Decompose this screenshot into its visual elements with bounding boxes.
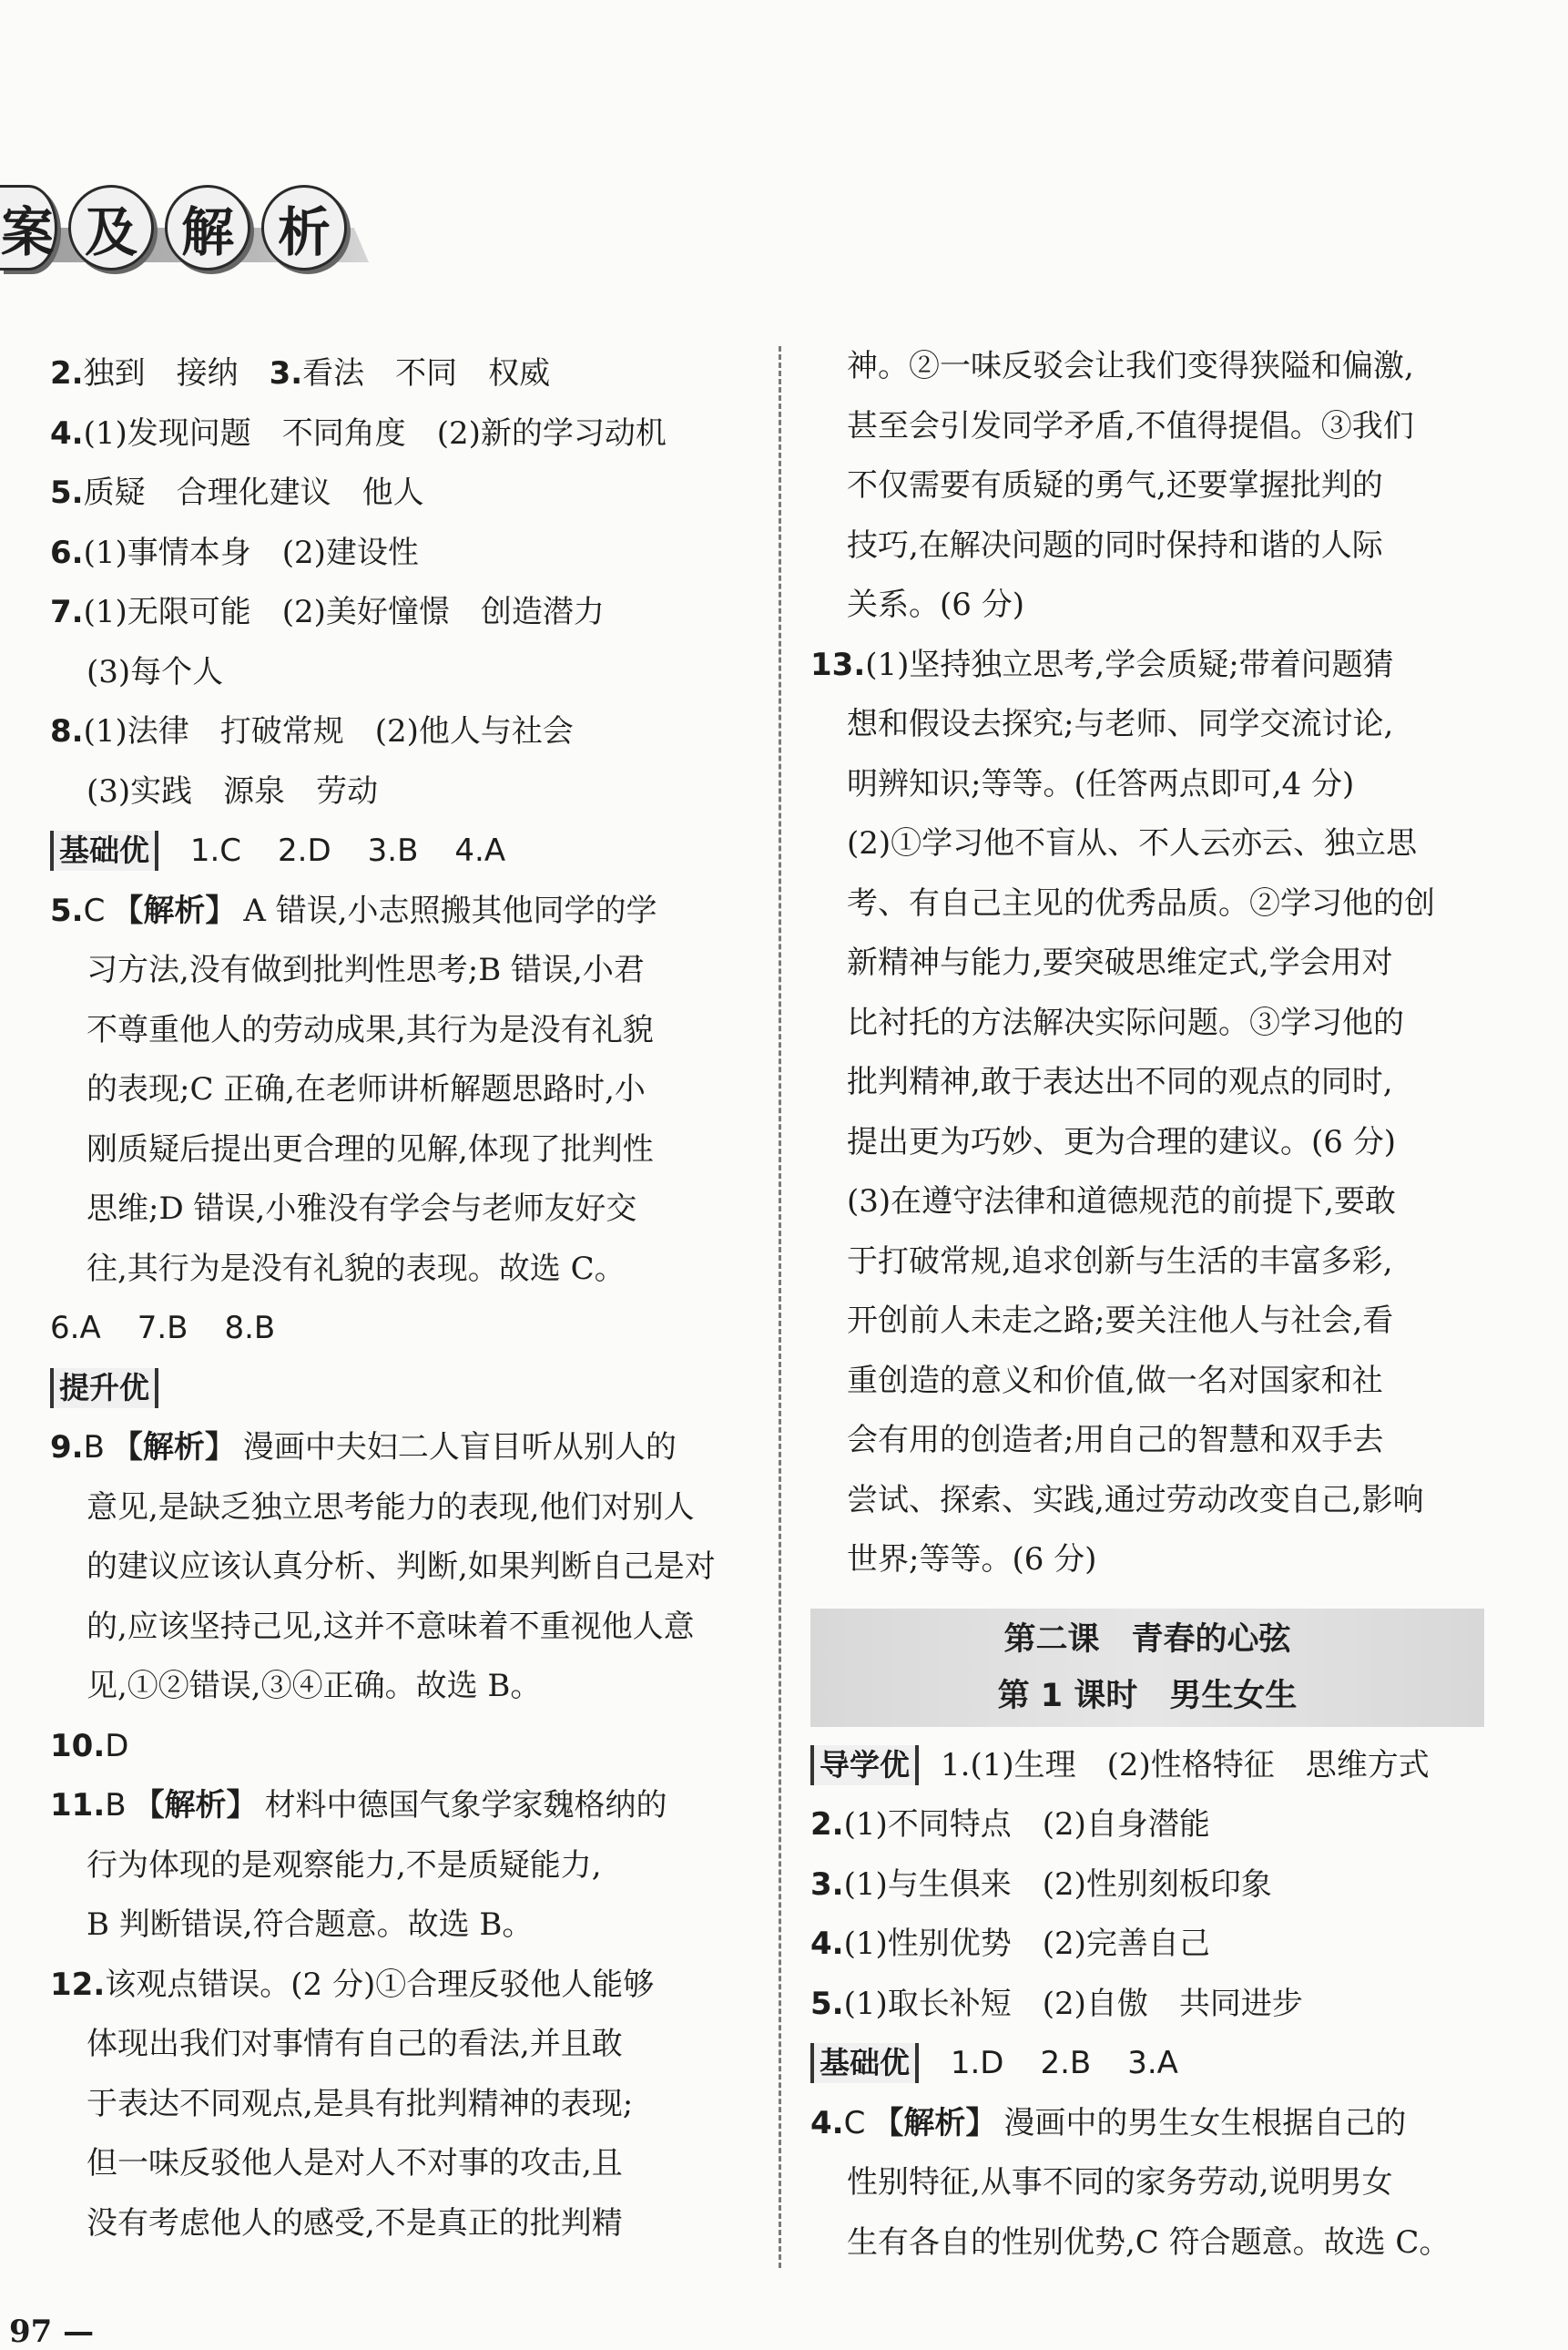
answer-line: 世界;等等。(6 分) [847,1541,1097,1578]
answer-line: 7.(1)无限可能 (2)美好憧憬 创造潜力 [50,594,605,630]
tisheng-section [50,1359,751,1419]
title-char: 析 [261,185,347,271]
answer-line: 甚至会引发同学矛盾,不值得提倡。③我们 [847,407,1414,444]
analysis-line: 不尊重他人的劳动成果,其行为是没有礼貌 [87,1011,654,1048]
jichu-section: 基础优 1.C 2.D 3.B 4.A [50,822,751,882]
jichu-section: 基础优 1.D 2.B 3.A [810,2034,1502,2094]
section-tag: 基础优 [50,831,158,871]
page-number: 97 [9,2314,53,2350]
answer-line: (3)每个人 [87,653,224,690]
answer-line: 4.(1)性别优势 (2)完善自己 [810,1926,1210,1962]
answer-line: 想和假设去探究;与老师、同学交流讨论, [847,706,1394,742]
section-tag: 导学优 [810,1745,919,1785]
answer-line: 5.质疑 合理化建议 他人 [50,475,424,511]
answer-line: 但一味反驳他人是对人不对事的攻击,且 [87,2145,623,2181]
left-column [50,344,751,2253]
answer-line: 尝试、探索、实践,通过劳动改变自己,影响 [847,1481,1424,1518]
answer-line: 比衬托的方法解决实际问题。③学习他的 [847,1004,1404,1041]
answer-line: 不仅需要有质疑的勇气,还要掌握批判的 [847,467,1383,504]
section-title [0,182,347,273]
analysis-line: 思维;D 错误,小雅没有学会与老师友好交 [87,1190,637,1227]
analysis-line: 的表现;C 正确,在老师讲析解题思路时,小 [87,1071,646,1108]
lesson-title: 第二课 青春的心弦 [1003,1620,1291,1658]
right-column [810,337,1502,2273]
analysis-line: 往,其行为是没有礼貌的表现。故选 C。 [87,1250,626,1287]
analysis-line: B 判断错误,符合题意。故选 B。 [87,1906,534,1943]
section-tag: 提升优 [50,1368,158,1408]
answer-line: 于打破常规,追求创新与生活的丰富多彩, [847,1242,1393,1280]
answer-line: (3)在遵守法律和道德规范的前提下,要敢 [847,1183,1396,1220]
answer-line: 技巧,在解决问题的同时保持和谐的人际 [847,526,1383,564]
answer-line: 4.(1)发现问题 不同角度 (2)新的学习动机 [50,414,667,452]
answer-line: 3.(1)与生俱来 (2)性别刻板印象 [810,1865,1272,1903]
title-char: 及 [68,185,154,271]
answer-line: 2.独到 接纳 3.看法 不同 权威 [50,355,551,392]
lesson-subtitle: 第 1 课时 男生女生 [997,1677,1298,1714]
title-char: 解 [165,185,250,271]
page-footer [9,2314,94,2350]
analysis-line: 生有各自的性别优势,C 符合题意。故选 C。 [847,2223,1451,2261]
answer-line: 6.(1)事情本身 (2)建设性 [50,534,419,571]
answer-line: 考、有自己主见的优秀品质。②学习他的创 [847,884,1435,922]
analysis-line: 9.B 【解析】 漫画中夫妇二人盲目听从别人的 [50,1429,677,1466]
analysis-line: 刚质疑后提出更合理的见解,体现了批判性 [87,1130,654,1168]
analysis-line: 习方法,没有做到批判性思考;B 错误,小君 [87,952,645,988]
answer-line: 会有用的创造者;用自己的智慧和双手去 [847,1422,1384,1458]
answer-line: 神。②一味反驳会让我们变得狭隘和偏激, [847,348,1414,384]
lesson-heading [810,1609,1484,1727]
section-tag: 基础优 [810,2043,919,2083]
answer-line: 5.(1)取长补短 (2)自傲 共同进步 [810,1985,1303,2022]
answer-line: 12.该观点错误。(2 分)①合理反驳他人能够 [50,1966,655,2003]
answer-line: 13.(1)坚持独立思考,学会质疑;带着问题猜 [810,646,1394,683]
answer-line: 10.D [50,1727,129,1764]
analysis-line: 的,应该坚持己见,这并不意味着不重视他人意 [87,1608,695,1645]
column-divider [779,346,781,2268]
answer-line: 体现出我们对事情有自己的看法,并且敢 [87,2026,623,2062]
answer-line: (3)实践 源泉 劳动 [87,772,379,810]
footer-dash: — [63,2314,95,2350]
answer-line: 明辨知识;等等。(任答两点即可,4 分) [847,765,1355,802]
answer-line: 2.(1)不同特点 (2)自身潜能 [810,1806,1210,1843]
answer-line: 没有考虑他人的感受,不是真正的批判精 [87,2204,623,2242]
answer-line: 关系。(6 分) [847,587,1024,623]
answer-line: 提出更为巧妙、更为合理的建议。(6 分) [847,1123,1396,1160]
answer-line: 批判精神,敢于表达出不同的观点的同时, [847,1064,1393,1100]
answer-line: (2)①学习他不盲从、不人云亦云、独立思 [847,825,1418,862]
analysis-line: 见,①②错误,③④正确。故选 B。 [87,1668,542,1704]
answer-line: 开创前人未走之路;要关注他人与社会,看 [847,1303,1394,1339]
analysis-line: 4.C 【解析】 漫画中的男生女生根据自己的 [810,2104,1407,2141]
answer-line: 重创造的意义和价值,做一名对国家和社 [847,1362,1383,1399]
answer-line: 6.A 7.B 8.B [50,1310,276,1346]
analysis-line: 的建议应该认真分析、判断,如果判断自己是对 [87,1548,716,1585]
analysis-line: 11.B 【解析】 材料中德国气象学家魏格纳的 [50,1787,667,1824]
analysis-line: 性别特征,从事不同的家务劳动,说明男女 [847,2164,1393,2201]
title-char: 案 [0,185,57,271]
analysis-line: 行为体现的是观察能力,不是质疑能力, [87,1846,602,1884]
answer-line: 新精神与能力,要突破思维定式,学会用对 [847,945,1393,981]
analysis-line: 5.C 【解析】 A 错误,小志照搬其他同学的学 [50,892,657,929]
analysis-line: 意见,是缺乏独立思考能力的表现,他们对别人 [87,1488,695,1526]
answer-line: 8.(1)法律 打破常规 (2)他人与社会 [50,713,574,750]
answer-line: 于表达不同观点,是具有批判精神的表现; [87,2085,634,2122]
daoxue-section: 导学优 1.(1)生理 (2)性格特征 思维方式 [810,1736,1502,1796]
